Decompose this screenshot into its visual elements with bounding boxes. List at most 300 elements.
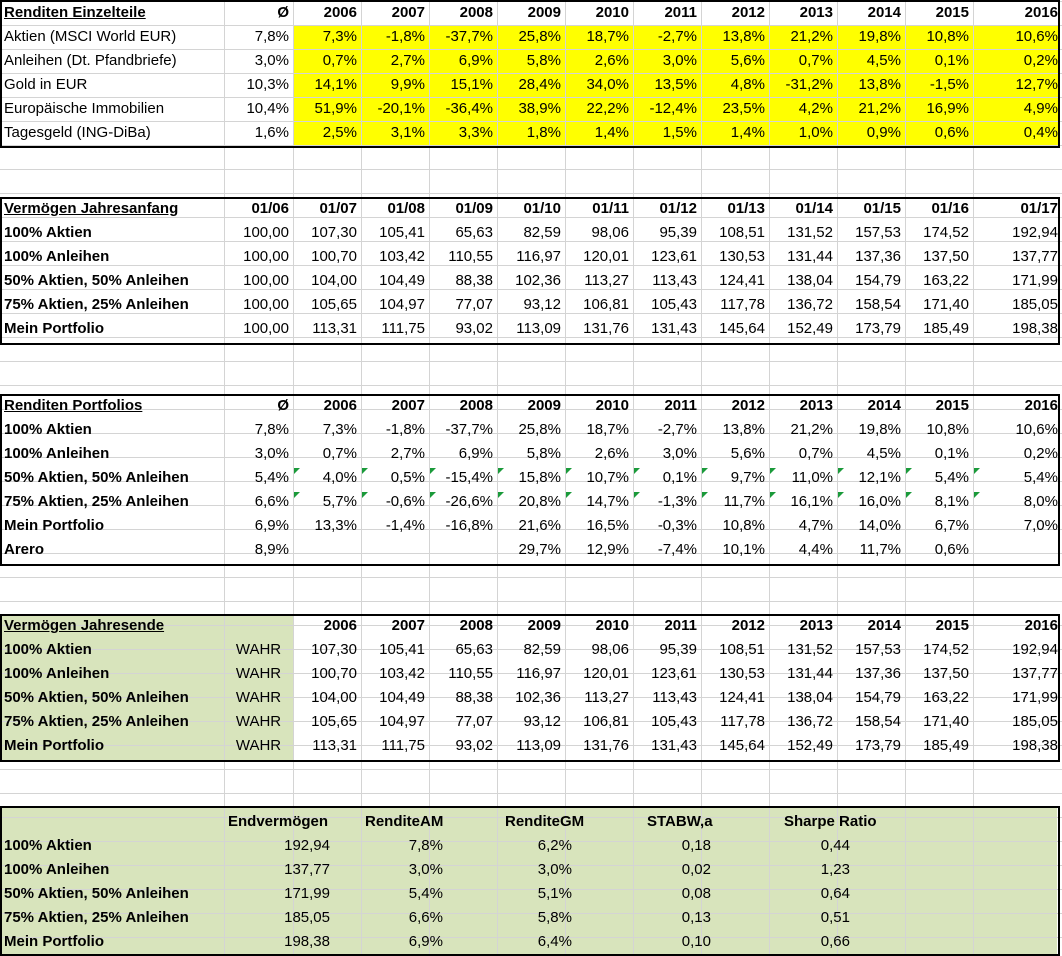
year-header: 2009 (527, 397, 561, 414)
value-cell[interactable]: 171,99 (1012, 272, 1058, 289)
value-cell[interactable]: 138,04 (787, 689, 833, 706)
return-cell[interactable]: 0,6% (934, 124, 969, 141)
row-label: 100% Aktien (4, 224, 92, 241)
return-cell[interactable]: 34,0% (586, 76, 629, 93)
return-cell[interactable]: 9,7% (730, 469, 765, 486)
return-cell[interactable]: 3,0% (662, 52, 697, 69)
return-cell[interactable]: 16,5% (586, 517, 629, 534)
value-cell[interactable]: 104,97 (379, 713, 425, 730)
summary-value[interactable]: 0,02 (681, 861, 711, 878)
date-header: 01/11 (592, 200, 629, 217)
year-header: 2010 (595, 4, 629, 21)
return-cell[interactable]: -20,1% (377, 100, 425, 117)
value-cell[interactable]: 93,02 (455, 737, 493, 754)
value-cell[interactable]: 131,44 (787, 665, 833, 682)
value-cell[interactable]: 110,55 (448, 665, 493, 682)
value-cell[interactable]: 163,22 (923, 689, 969, 706)
summary-value[interactable]: 171,99 (284, 885, 330, 902)
return-cell[interactable]: 25,8% (518, 421, 561, 438)
value-cell[interactable]: 123,61 (651, 248, 697, 265)
return-cell[interactable]: 2,5% (322, 124, 357, 141)
avg-value[interactable]: 6,6% (254, 493, 289, 510)
value-cell[interactable]: 130,53 (719, 248, 765, 265)
value-cell[interactable]: 131,52 (787, 641, 833, 658)
return-cell[interactable]: 2,6% (594, 52, 629, 69)
return-cell[interactable]: 14,7% (586, 493, 629, 510)
value-cell[interactable]: 106,81 (583, 296, 629, 313)
return-cell[interactable]: -36,4% (445, 100, 493, 117)
value-cell[interactable]: 104,49 (379, 272, 425, 289)
value-cell[interactable]: 113,09 (516, 320, 561, 337)
return-cell[interactable]: 2,6% (594, 445, 629, 462)
value-cell[interactable]: 113,31 (312, 737, 357, 754)
value-cell[interactable]: 88,38 (455, 272, 493, 289)
value-cell[interactable]: 104,97 (379, 296, 425, 313)
avg-value[interactable]: 7,8% (254, 28, 289, 45)
return-cell[interactable]: 0,1% (934, 52, 969, 69)
value-cell[interactable]: 136,72 (787, 296, 833, 313)
return-cell[interactable]: 14,1% (314, 76, 357, 93)
return-cell[interactable]: 19,8% (858, 421, 901, 438)
value-cell[interactable]: 136,72 (787, 713, 833, 730)
flag-cell[interactable]: WAHR (235, 641, 282, 658)
avg-value[interactable]: 3,0% (254, 445, 289, 462)
row-label: 75% Aktien, 25% Anleihen (4, 493, 189, 510)
return-cell[interactable]: 25,8% (518, 28, 561, 45)
value-cell[interactable]: 110,55 (448, 248, 493, 265)
return-cell[interactable]: 11,0% (791, 469, 833, 486)
value-cell[interactable]: 103,42 (379, 248, 425, 265)
value-cell[interactable]: 103,42 (379, 665, 425, 682)
return-cell[interactable]: 6,9% (458, 52, 493, 69)
return-cell[interactable]: 4,4% (798, 541, 833, 558)
return-cell[interactable]: 9,9% (390, 76, 425, 93)
return-cell[interactable]: 5,6% (730, 445, 765, 462)
avg-value[interactable]: 10,3% (246, 76, 289, 93)
return-cell[interactable]: 16,9% (926, 100, 969, 117)
return-cell[interactable]: 1,5% (662, 124, 697, 141)
flag-cell[interactable]: WAHR (235, 713, 282, 730)
value-cell[interactable]: 154,79 (855, 689, 901, 706)
value-cell[interactable]: 157,53 (855, 641, 901, 658)
value-cell[interactable]: 131,52 (787, 224, 833, 241)
return-cell[interactable]: 0,1% (934, 445, 969, 462)
value-cell[interactable]: 171,99 (1012, 689, 1058, 706)
summary-column-header: RenditeAM (365, 813, 444, 830)
return-cell[interactable]: 4,5% (866, 445, 901, 462)
value-cell[interactable]: 95,39 (659, 641, 697, 658)
summary-value[interactable]: 6,2% (537, 837, 572, 854)
value-cell[interactable]: 131,76 (583, 320, 629, 337)
return-cell[interactable]: 5,6% (730, 52, 765, 69)
summary-value[interactable]: 0,64 (820, 885, 850, 902)
return-cell[interactable]: -12,4% (649, 100, 697, 117)
value-cell[interactable]: 192,94 (1012, 224, 1058, 241)
flag-cell[interactable]: WAHR (235, 689, 282, 706)
year-header: 2012 (731, 397, 765, 414)
return-cell[interactable]: 3,1% (390, 124, 425, 141)
value-cell[interactable]: 185,49 (923, 737, 969, 754)
row-label: Gold in EUR (4, 76, 88, 93)
value-cell[interactable]: 105,65 (311, 296, 357, 313)
return-cell[interactable] (361, 538, 429, 562)
section3-row (0, 442, 1062, 466)
return-cell[interactable]: -1,3% (657, 493, 697, 510)
formula-warning-icon (634, 492, 640, 498)
value-cell[interactable]: 131,44 (787, 248, 833, 265)
return-cell[interactable]: 0,7% (798, 52, 833, 69)
return-cell[interactable]: 21,2% (790, 28, 833, 45)
value-cell[interactable]: 104,00 (311, 689, 357, 706)
summary-value[interactable]: 0,10 (681, 933, 711, 950)
return-cell[interactable]: 7,3% (322, 421, 357, 438)
return-cell[interactable]: 4,7% (798, 517, 833, 534)
return-cell[interactable]: 38,9% (518, 100, 561, 117)
value-cell[interactable]: 102,36 (515, 272, 561, 289)
return-cell[interactable]: 0,2% (1023, 445, 1058, 462)
year-header: 2014 (867, 4, 901, 21)
summary-value[interactable]: 3,0% (408, 861, 443, 878)
value-cell[interactable]: 137,36 (855, 665, 901, 682)
return-cell[interactable]: 18,7% (586, 421, 629, 438)
avg-value[interactable]: 5,4% (254, 469, 289, 486)
formula-warning-icon (362, 468, 368, 474)
return-cell[interactable]: 20,8% (518, 493, 561, 510)
value-cell[interactable]: 158,54 (855, 296, 901, 313)
return-cell[interactable] (429, 538, 497, 562)
summary-value[interactable]: 7,8% (408, 837, 443, 854)
return-cell[interactable]: 5,8% (526, 52, 561, 69)
value-cell[interactable]: 131,76 (583, 737, 629, 754)
summary-value[interactable]: 5,4% (408, 885, 443, 902)
return-cell[interactable]: 2,7% (390, 445, 425, 462)
value-cell[interactable]: 113,31 (312, 320, 357, 337)
return-cell[interactable]: 10,8% (926, 28, 969, 45)
return-cell[interactable]: 11,7% (859, 541, 901, 558)
summary-value[interactable]: 0,08 (681, 885, 711, 902)
return-cell[interactable]: -15,4% (445, 469, 493, 486)
return-cell[interactable]: 0,2% (1023, 52, 1058, 69)
row-label: 50% Aktien, 50% Anleihen (4, 469, 189, 486)
return-cell[interactable]: 19,8% (858, 28, 901, 45)
row-label: 100% Anleihen (4, 445, 110, 462)
return-cell[interactable]: 5,4% (1023, 469, 1058, 486)
value-cell[interactable]: 100,00 (243, 272, 289, 289)
return-cell[interactable]: 8,1% (934, 493, 969, 510)
value-cell[interactable]: 100,70 (311, 665, 357, 682)
return-cell[interactable]: 11,7% (723, 493, 765, 510)
value-cell[interactable]: 93,02 (455, 320, 493, 337)
return-cell[interactable]: -2,7% (657, 421, 697, 438)
return-cell[interactable]: 3,0% (662, 445, 697, 462)
avg-value[interactable]: 10,4% (246, 100, 289, 117)
return-cell[interactable]: 13,8% (722, 421, 765, 438)
summary-value[interactable]: 137,77 (284, 861, 330, 878)
return-cell[interactable]: 21,6% (518, 517, 561, 534)
value-cell[interactable]: 173,79 (855, 320, 901, 337)
return-cell[interactable]: 15,1% (450, 76, 493, 93)
summary-value[interactable]: 0,66 (820, 933, 850, 950)
section1-row (0, 73, 1062, 97)
return-cell[interactable]: 12,1% (858, 469, 901, 486)
summary-value[interactable]: 0,44 (820, 837, 850, 854)
value-cell[interactable]: 116,97 (516, 665, 561, 682)
return-cell[interactable]: -1,8% (385, 421, 425, 438)
value-cell[interactable]: 145,64 (719, 737, 765, 754)
value-cell[interactable]: 100,00 (243, 320, 289, 337)
return-cell[interactable]: 29,7% (518, 541, 561, 558)
summary-value[interactable]: 198,38 (284, 933, 330, 950)
value-cell[interactable]: 163,22 (923, 272, 969, 289)
value-cell[interactable]: 102,36 (515, 689, 561, 706)
return-cell[interactable]: 22,2% (586, 100, 629, 117)
return-cell[interactable]: 0,9% (866, 124, 901, 141)
value-cell[interactable]: 117,78 (720, 713, 765, 730)
value-cell[interactable]: 100,00 (243, 248, 289, 265)
return-cell[interactable]: 28,4% (518, 76, 561, 93)
value-cell[interactable]: 111,75 (381, 737, 425, 754)
summary-value[interactable]: 6,6% (408, 909, 443, 926)
value-cell[interactable]: 93,12 (523, 713, 561, 730)
value-cell[interactable]: 131,43 (651, 737, 697, 754)
return-cell[interactable]: 0,4% (1023, 124, 1058, 141)
return-cell[interactable]: 13,5% (654, 76, 697, 93)
return-cell[interactable]: 5,8% (526, 445, 561, 462)
value-cell[interactable]: 65,63 (455, 224, 493, 241)
return-cell[interactable]: -0,6% (385, 493, 425, 510)
value-cell[interactable]: 105,41 (379, 224, 425, 241)
value-cell[interactable]: 192,94 (1012, 641, 1058, 658)
return-cell[interactable]: -37,7% (445, 28, 493, 45)
summary-value[interactable]: 6,4% (537, 933, 572, 950)
return-cell[interactable]: 4,8% (730, 76, 765, 93)
value-cell[interactable]: 198,38 (1012, 737, 1058, 754)
return-cell[interactable]: 5,4% (934, 469, 969, 486)
value-cell[interactable]: 113,43 (652, 689, 697, 706)
return-cell[interactable]: 8,0% (1023, 493, 1058, 510)
return-cell[interactable]: 0,7% (798, 445, 833, 462)
return-cell[interactable]: 0,7% (322, 445, 357, 462)
return-cell[interactable]: 13,8% (722, 28, 765, 45)
return-cell[interactable] (293, 538, 361, 562)
summary-value[interactable]: 192,94 (284, 837, 330, 854)
return-cell[interactable]: 4,5% (866, 52, 901, 69)
return-cell[interactable]: 14,0% (858, 517, 901, 534)
value-cell[interactable]: 107,30 (311, 641, 357, 658)
value-cell[interactable]: 98,06 (591, 641, 629, 658)
return-cell[interactable]: 6,7% (934, 517, 969, 534)
value-cell[interactable]: 104,00 (311, 272, 357, 289)
value-cell[interactable]: 82,59 (523, 641, 561, 658)
summary-value[interactable]: 0,18 (681, 837, 711, 854)
value-cell[interactable]: 98,06 (591, 224, 629, 241)
return-cell[interactable]: 51,9% (314, 100, 357, 117)
return-cell[interactable]: 18,7% (586, 28, 629, 45)
value-cell[interactable]: 185,49 (923, 320, 969, 337)
return-cell[interactable]: 10,8% (926, 421, 969, 438)
value-cell[interactable]: 137,77 (1012, 248, 1058, 265)
value-cell[interactable]: 152,49 (787, 737, 833, 754)
value-cell[interactable]: 108,51 (719, 641, 765, 658)
value-cell[interactable]: 130,53 (719, 665, 765, 682)
value-cell[interactable]: 105,43 (651, 713, 697, 730)
value-cell[interactable]: 100,00 (243, 224, 289, 241)
summary-value[interactable]: 3,0% (537, 861, 572, 878)
value-cell[interactable]: 111,75 (381, 320, 425, 337)
value-cell[interactable]: 173,79 (855, 737, 901, 754)
flag-cell[interactable]: WAHR (235, 737, 282, 754)
value-cell[interactable]: 137,36 (855, 248, 901, 265)
return-cell[interactable]: -26,6% (445, 493, 493, 510)
avg-value[interactable]: 1,6% (254, 124, 289, 141)
section1-row (0, 25, 1062, 49)
return-cell[interactable]: 16,1% (790, 493, 833, 510)
value-cell[interactable]: 77,07 (455, 296, 493, 313)
avg-value[interactable]: 7,8% (254, 421, 289, 438)
value-cell[interactable]: 105,41 (379, 641, 425, 658)
summary-value[interactable]: 6,9% (408, 933, 443, 950)
return-cell[interactable]: 3,3% (458, 124, 493, 141)
value-cell[interactable]: 93,12 (523, 296, 561, 313)
value-cell[interactable]: 95,39 (659, 224, 697, 241)
return-cell[interactable]: 0,6% (934, 541, 969, 558)
value-cell[interactable]: 123,61 (651, 665, 697, 682)
value-cell[interactable]: 185,05 (1012, 713, 1058, 730)
value-cell[interactable]: 171,40 (923, 296, 969, 313)
value-cell[interactable]: 82,59 (523, 224, 561, 241)
return-cell[interactable]: 7,3% (322, 28, 357, 45)
value-cell[interactable]: 88,38 (455, 689, 493, 706)
date-header: 01/06 (251, 200, 289, 217)
return-cell[interactable]: 21,2% (790, 421, 833, 438)
value-cell[interactable]: 120,01 (583, 665, 629, 682)
return-cell[interactable]: -37,7% (445, 421, 493, 438)
avg-value[interactable]: 3,0% (254, 52, 289, 69)
value-cell[interactable]: 174,52 (923, 224, 969, 241)
return-cell[interactable]: 15,8% (518, 469, 561, 486)
return-cell[interactable]: 1,4% (594, 124, 629, 141)
summary-value[interactable]: 5,8% (537, 909, 572, 926)
summary-value[interactable]: 5,1% (537, 885, 572, 902)
value-cell[interactable]: 185,05 (1012, 296, 1058, 313)
formula-warning-icon (294, 492, 300, 498)
return-cell[interactable]: 5,7% (322, 493, 357, 510)
summary-value[interactable]: 0,51 (820, 909, 850, 926)
value-cell[interactable]: 158,54 (855, 713, 901, 730)
return-cell[interactable]: -7,4% (657, 541, 697, 558)
date-header: 01/17 (1020, 200, 1058, 217)
value-cell[interactable]: 174,52 (923, 641, 969, 658)
value-cell[interactable]: 105,65 (311, 713, 357, 730)
return-cell[interactable]: 23,5% (722, 100, 765, 117)
return-cell[interactable]: -0,3% (657, 517, 697, 534)
value-cell[interactable]: 154,79 (855, 272, 901, 289)
year-header: 2011 (664, 4, 697, 21)
return-cell[interactable]: -2,7% (657, 28, 697, 45)
value-cell[interactable]: 113,09 (516, 737, 561, 754)
value-cell[interactable]: 124,41 (719, 272, 765, 289)
return-cell[interactable]: 10,1% (722, 541, 765, 558)
section2-row (0, 317, 1062, 341)
return-cell[interactable]: -16,8% (445, 517, 493, 534)
value-cell[interactable]: 113,27 (584, 272, 629, 289)
value-cell[interactable]: 137,77 (1012, 665, 1058, 682)
value-cell[interactable]: 77,07 (455, 713, 493, 730)
return-cell[interactable]: 12,9% (586, 541, 629, 558)
return-cell[interactable]: 1,4% (730, 124, 765, 141)
year-header: 2009 (527, 617, 561, 634)
return-cell[interactable]: 4,9% (1023, 100, 1058, 117)
gridline-horizontal (0, 169, 1062, 170)
value-cell[interactable]: 171,40 (923, 713, 969, 730)
return-cell[interactable]: 10,8% (722, 517, 765, 534)
return-cell[interactable]: 2,7% (390, 52, 425, 69)
return-cell[interactable]: 21,2% (858, 100, 901, 117)
return-cell[interactable]: 1,0% (798, 124, 833, 141)
avg-value[interactable]: 6,9% (254, 517, 289, 534)
return-cell[interactable]: 4,0% (322, 469, 357, 486)
value-cell[interactable]: 113,27 (584, 689, 629, 706)
value-cell[interactable]: 152,49 (787, 320, 833, 337)
return-cell[interactable]: 16,0% (858, 493, 901, 510)
value-cell[interactable]: 107,30 (311, 224, 357, 241)
value-cell[interactable]: 138,04 (787, 272, 833, 289)
value-cell[interactable]: 117,78 (720, 296, 765, 313)
return-cell[interactable] (973, 538, 1062, 562)
return-cell[interactable]: 10,6% (1015, 421, 1058, 438)
return-cell[interactable]: 0,1% (662, 469, 697, 486)
avg-value[interactable]: 8,9% (254, 541, 289, 558)
value-cell[interactable]: 145,64 (719, 320, 765, 337)
flag-cell[interactable]: WAHR (235, 665, 282, 682)
value-cell[interactable]: 116,97 (516, 248, 561, 265)
value-cell[interactable]: 65,63 (455, 641, 493, 658)
return-cell[interactable]: 12,7% (1015, 76, 1058, 93)
return-cell[interactable]: 10,7% (586, 469, 629, 486)
return-cell[interactable]: -31,2% (785, 76, 833, 93)
value-cell[interactable]: 100,00 (243, 296, 289, 313)
value-cell[interactable]: 198,38 (1012, 320, 1058, 337)
return-cell[interactable]: -1,8% (385, 28, 425, 45)
summary-value[interactable]: 0,13 (681, 909, 711, 926)
return-cell[interactable]: 10,6% (1015, 28, 1058, 45)
value-cell[interactable]: 108,51 (719, 224, 765, 241)
return-cell[interactable]: -1,4% (385, 517, 425, 534)
summary-value[interactable]: 185,05 (284, 909, 330, 926)
value-cell[interactable]: 124,41 (719, 689, 765, 706)
value-cell[interactable]: 113,43 (652, 272, 697, 289)
return-cell[interactable]: 0,7% (322, 52, 357, 69)
value-cell[interactable]: 106,81 (583, 713, 629, 730)
return-cell[interactable]: 0,5% (390, 469, 425, 486)
value-cell[interactable]: 137,50 (923, 665, 969, 682)
return-cell[interactable]: 1,8% (526, 124, 561, 141)
value-cell[interactable]: 157,53 (855, 224, 901, 241)
value-cell[interactable]: 104,49 (379, 689, 425, 706)
value-cell[interactable]: 137,50 (923, 248, 969, 265)
return-cell[interactable]: 7,0% (1023, 517, 1058, 534)
return-cell[interactable]: 6,9% (458, 445, 493, 462)
summary-value[interactable]: 1,23 (820, 861, 850, 878)
return-cell[interactable]: 4,2% (798, 100, 833, 117)
value-cell[interactable]: 105,43 (651, 296, 697, 313)
return-cell[interactable]: -1,5% (929, 76, 969, 93)
return-cell[interactable]: 13,3% (314, 517, 357, 534)
value-cell[interactable]: 100,70 (311, 248, 357, 265)
value-cell[interactable]: 120,01 (583, 248, 629, 265)
return-cell[interactable]: 13,8% (858, 76, 901, 93)
value-cell[interactable]: 131,43 (651, 320, 697, 337)
